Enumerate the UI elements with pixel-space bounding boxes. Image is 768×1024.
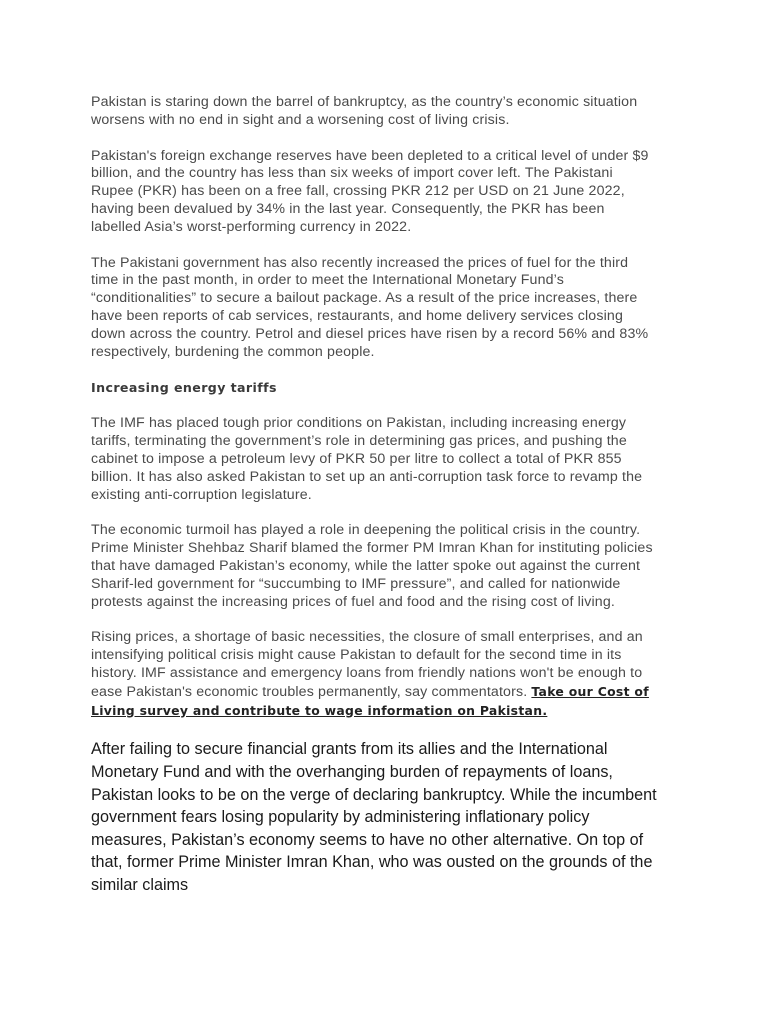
- paragraph-intro: Pakistan is staring down the barrel of bankruptcy, as the country’s economic situation worsens with no end in sight and a worsening cost of living crisis.: [91, 94, 638, 128]
- paragraph-fuel-prices: The Pakistani government has also recently increased the prices of fuel for the third time in the past month, in order to meet the International Monetary Fund’s “conditionalities” to secure a bailout package. As a result of the price increases, there have been reports of cab services, restaurants, and home delivery services closing down across the country. Petrol and diesel prices have risen by a record 56% and 83% respectively, burdening the common people.: [91, 254, 649, 360]
- paragraph-forex-reserves: Pakistan's foreign exchange reserves have been depleted to a critical level of under $9 billion, and the country has less than six weeks of import cover left. The Pakistani Rupee (PKR) has been on a free fall, crossing PKR 212 per USD on 21 June 2022, having been devalued by 34% in the last year. Consequently, the PKR has been labelled Asia’s worst-performing currency in 2022.: [91, 147, 649, 235]
- paragraph-political-crisis: The economic turmoil has played a role in deepening the political crisis in the country. Prime Minister Shehbaz Sharif blamed the former PM Imran Khan for instituting policies that have damaged Pakistan’s economy, while the latter spoke out against the current Sharif-led government for “succumbing to IMF pressure”, and called for nationwide protests against the increasing prices of fuel and food and the rising cost of living.: [91, 522, 653, 610]
- paragraph-bankruptcy: After failing to secure financial grants from its allies and the International Monetary Fund and with the overhanging burden of repayments of loans, Pakistan looks to be on the verge of declaring bankruptcy. While the incumbent government fears losing popularity by administering inflationary policy measures, Pakistan’s economy seems to have no other alternative. On top of that, former Prime Minister Imran Khan, who was ousted on the grounds of the similar claims: [91, 740, 657, 894]
- survey-link[interactable]: Take our Cost of Living survey and contribute to wage information on Pakistan.: [91, 683, 649, 718]
- document-page: [91, 94, 656, 896]
- paragraph-default-risk-text: Rising prices, a shortage of basic necessities, the closure of small enterprises, and an intensifying political crisis might cause Pakistan to default for the second time in its history. IMF assistance and emergency loans from friendly nations won't be enough to ease Pakistan's economic troubles permanently, say commentators.: [91, 629, 643, 700]
- paragraph-imf-conditions: The IMF has placed tough prior conditions on Pakistan, including increasing energy tariffs, terminating the government’s role in determining gas prices, and pushing the cabinet to impose a petroleum levy of PKR 50 per litre to collect a total of PKR 855 billion. It has also asked Pakistan to set up an anti-corruption task force to revamp the existing anti-corruption legislature.: [91, 415, 643, 503]
- section-heading: Increasing energy tariffs: [91, 380, 277, 396]
- paragraph-default-risk: [91, 629, 656, 720]
